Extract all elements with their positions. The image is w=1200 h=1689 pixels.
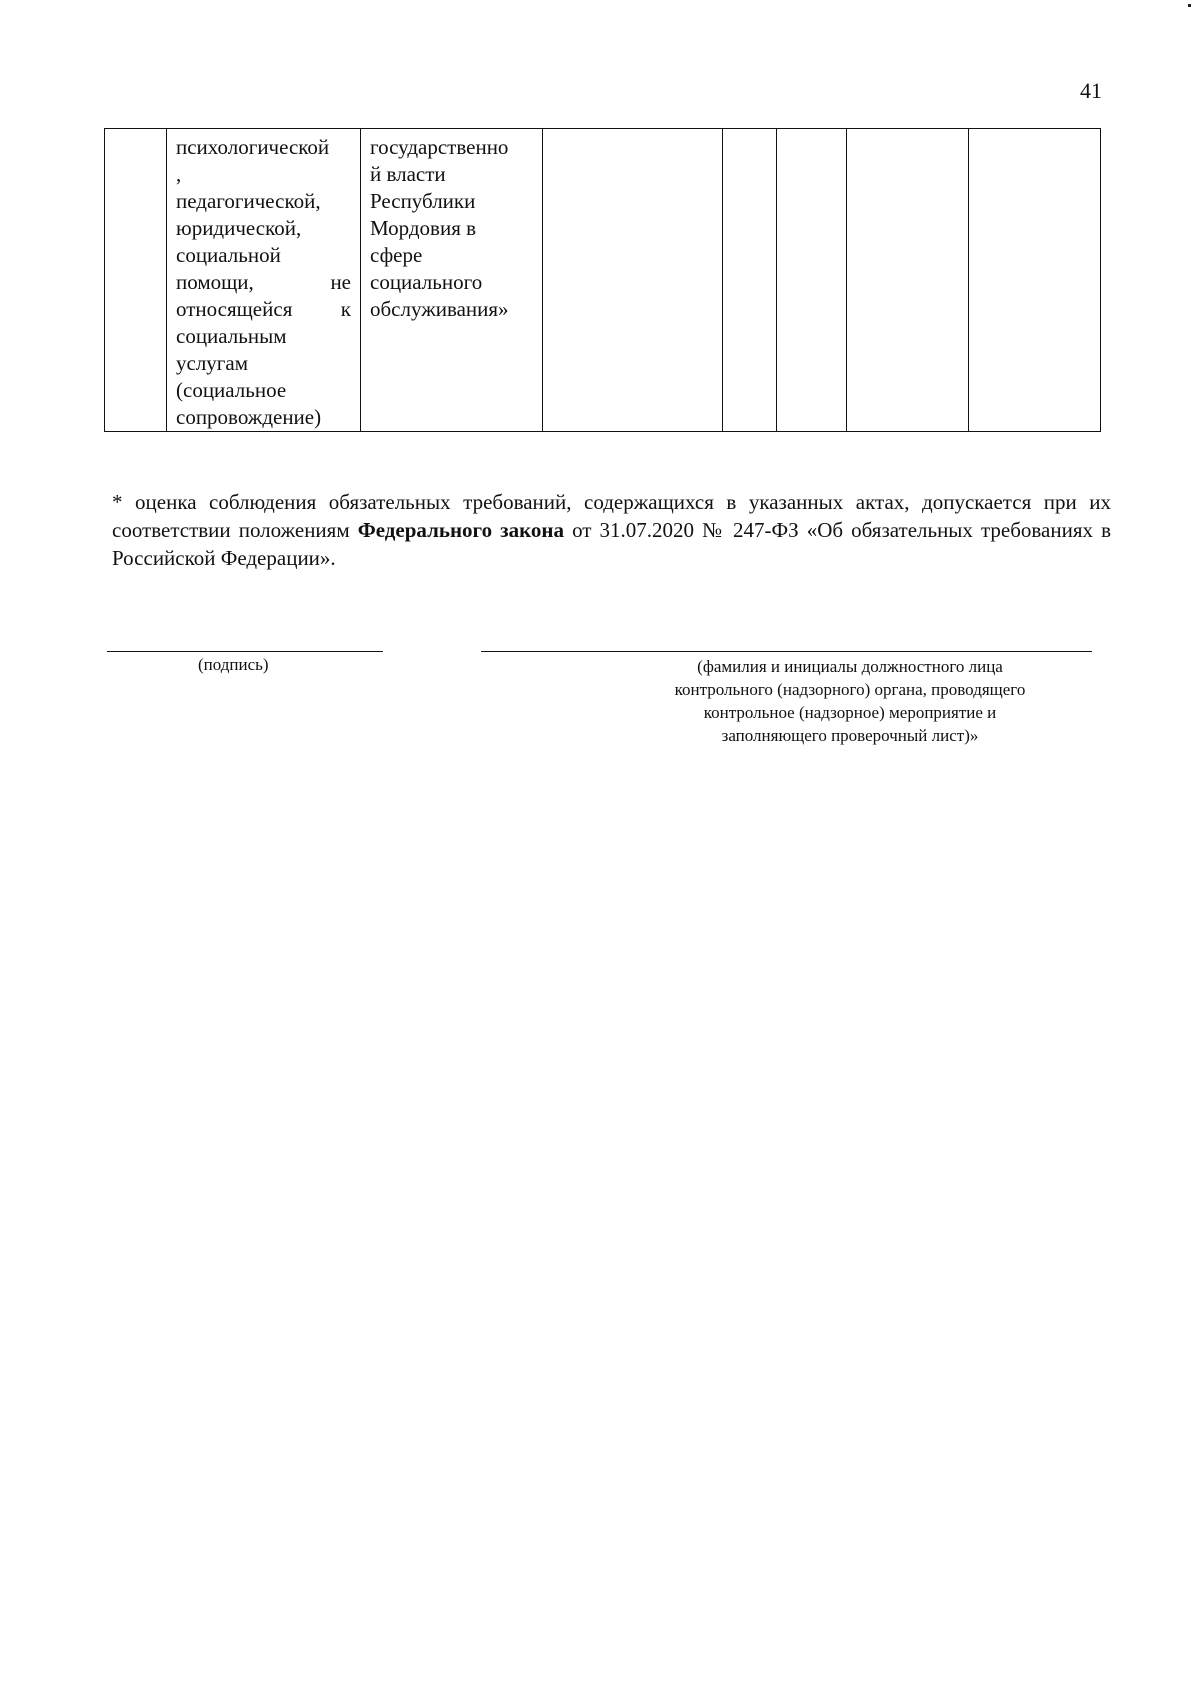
name-caption	[620, 655, 1080, 747]
requirement-line	[176, 296, 351, 323]
page-number: 41	[1080, 78, 1102, 103]
requirement-line: ,	[176, 162, 182, 186]
cell-empty	[543, 129, 723, 432]
requirement-line: сопровождение)	[176, 405, 322, 429]
name-line	[481, 651, 1092, 652]
cell-empty	[847, 129, 969, 432]
name-caption-line: заполняющего проверочный лист)»	[721, 726, 979, 745]
checklist-table	[104, 128, 1101, 432]
requirement-line: социальной	[176, 243, 281, 267]
requirement-line: психологической	[176, 135, 330, 159]
legal-act-line: й власти	[370, 162, 446, 186]
legal-act-line: социального	[370, 270, 483, 294]
legal-act-line: Мордовия в	[370, 216, 477, 240]
legal-act-line: сфере	[370, 243, 423, 267]
legal-act-line: обслуживания»	[370, 297, 509, 321]
cell-requirement	[167, 129, 361, 432]
name-caption-line: контрольное (надзорное) мероприятие и	[703, 703, 997, 722]
signature-caption: (подпись)	[198, 655, 269, 674]
table-row	[105, 129, 1101, 432]
requirement-line: услугам	[176, 351, 249, 375]
requirement-line: юридической,	[176, 216, 302, 240]
requirement-line: (социальное	[176, 378, 287, 402]
requirement-word: помощи,	[176, 270, 254, 294]
cell-empty	[969, 129, 1101, 432]
cell-empty	[777, 129, 847, 432]
cell-empty	[723, 129, 777, 432]
scan-speck	[1188, 4, 1191, 7]
requirement-line: педагогической,	[176, 189, 321, 213]
name-caption-line: (фамилия и инициалы должностного лица	[697, 657, 1003, 676]
requirement-line	[176, 269, 351, 296]
footnote-bold-law: Федерального закона	[357, 518, 565, 542]
requirement-word: к	[340, 297, 351, 321]
cell-legal-act	[361, 129, 543, 432]
signature-line	[107, 651, 383, 652]
name-caption-line: контрольного (надзорного) органа, проводящего	[674, 680, 1026, 699]
requirement-line: социальным	[176, 324, 287, 348]
requirement-word: относящейся	[176, 297, 293, 321]
footnote-text: * оценка соблюдения обязательных требований, содержащихся в указанных актах, допускается при их соответствии положениям	[112, 490, 1111, 542]
footnote	[112, 488, 1111, 572]
cell-number	[105, 129, 167, 432]
legal-act-line: Республики	[370, 189, 476, 213]
legal-act-line: государственно	[370, 135, 509, 159]
requirement-word: не	[330, 270, 351, 294]
footnote-text: от 31.07.2020 № 247-ФЗ «Об обязательных требованиях в Российской Федерации».	[112, 518, 1111, 570]
